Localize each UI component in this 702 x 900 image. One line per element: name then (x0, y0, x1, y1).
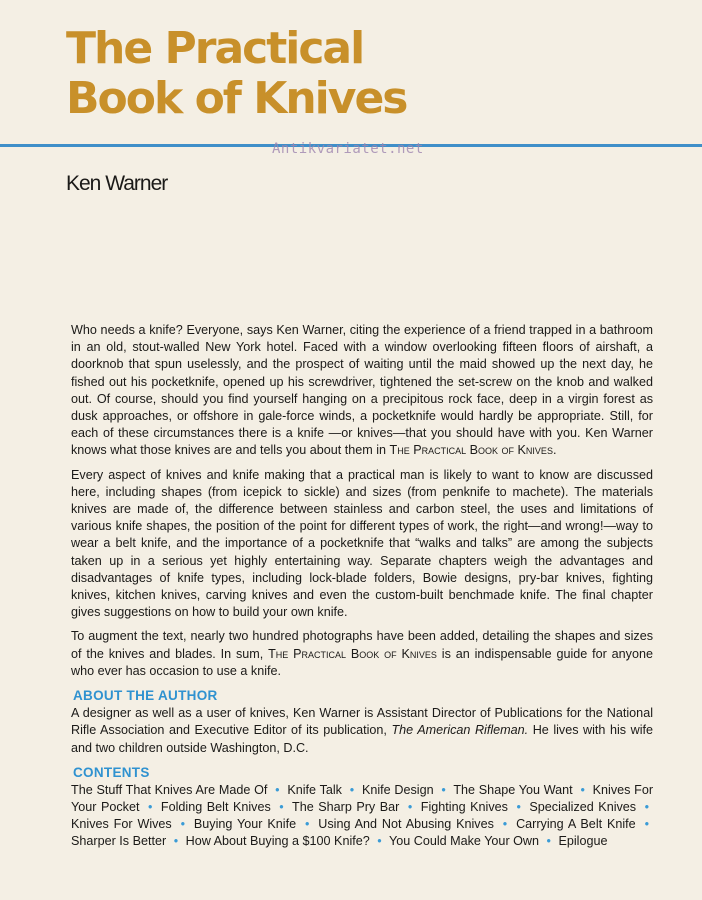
contents-chapter: Folding Belt Knives (160, 800, 271, 815)
contents-chapter: Knife Design (361, 783, 434, 798)
publication-name: The American Rifleman. (391, 723, 529, 738)
bullet-separator: • (304, 817, 310, 832)
watermark-text: Antikvariatet.net (272, 141, 424, 157)
title-line-2: Book of Knives (66, 73, 407, 124)
contents-chapter: Knives For Wives (71, 817, 172, 832)
contents-chapter: The Shape You Want (453, 783, 573, 798)
bullet-separator: • (516, 800, 521, 815)
book-title (66, 24, 406, 124)
bullet-separator: • (275, 783, 280, 798)
bullet-separator: • (441, 783, 446, 798)
author-name: Ken Warner (66, 172, 168, 195)
blurb-paragraph-1-text: Who needs a knife? Everyone, says Ken Warner, citing the experience of a friend trapped in a bathroom in an old, stout-walled New York hotel. Faced with a window overlooking fifteen floors of airshaft, a doorknob that spun uselessly, and the prospect of waiting until the maid showed up the next day, he fished out his pocketknife, opened up his screwdriver, tightened the set-screw on the knob and walked out. Of course, should you find yourself hanging on a precipitous rock face, deep in a virgin forest as dusk approaches, or offshore in gale-force winds, a pocketknife would hardly be appropriate. Still, for each of these circumstances there is a knife —or knives—that you should have with you. Ken Warner knows what those knives are and tells you about them in (71, 323, 653, 458)
contents-heading: CONTENTS (73, 764, 150, 780)
contents-chapter: Sharper Is Better (71, 834, 167, 849)
bullet-separator: • (147, 800, 153, 815)
contents-list (71, 782, 653, 850)
blurb-paragraph-3 (71, 628, 653, 680)
about-author-text (71, 705, 653, 757)
contents-chapter: The Stuff That Knives Are Made Of (71, 783, 268, 798)
bullet-separator: • (580, 783, 585, 798)
bullet-separator: • (279, 800, 284, 815)
contents-chapter: Fighting Knives (420, 800, 508, 815)
contents-chapter: Epilogue (558, 834, 608, 849)
title-line-1: The Practical (66, 23, 364, 74)
bullet-separator: • (377, 834, 382, 849)
contents-chapter: How About Buying a $100 Knife? (185, 834, 370, 849)
bullet-separator: • (180, 817, 186, 832)
bullet-separator: • (644, 800, 650, 815)
bullet-separator: • (502, 817, 508, 832)
contents-chapter: Knives For Your Pocket (71, 783, 654, 815)
contents-chapter: The Sharp Pry Bar (292, 800, 400, 815)
bullet-separator: • (349, 783, 355, 798)
contents-chapter: Specialized Knives (529, 800, 637, 815)
bullet-separator: • (407, 800, 413, 815)
bullet-separator: • (644, 817, 649, 832)
blurb-paragraph-1 (71, 322, 653, 460)
contents-chapter: You Could Make Your Own (388, 834, 540, 849)
blurb-paragraph-2: Every aspect of knives and knife making that a practical man is likely to want to know are discussed here, including shapes (from icepick to sickle) and sizes (from penknife to machete). The materials knives are made of, the difference between stainless and carbon steel, the uses and limitations of various knife shapes, the position of the point for different types of work, the right—and wrong!—way to wear a belt knife, and the importance of a pocketknife that “walks and talks” are among the subjects taken up in a serious yet highly entertaining way. Separate chapters weigh the advantages and disadvantages of knife types, including lock-blade folders, Bowie designs, pry-bar knives, fighting knives, kitchen knives, carving knives and even the custom-built benchmade knife. The final chapter gives suggestions on how to build your own knife. (71, 467, 653, 620)
bullet-separator: • (173, 834, 179, 849)
blurb-paragraph-3-end: is an indispensable guide for anyone who ever has occasion to use a knife. (71, 646, 653, 678)
contents-chapter: Buying Your Knife (193, 817, 297, 832)
book-title-inline: The Practical Book of Knives (389, 443, 553, 458)
blurb-paragraph-3-start: To augment the text, nearly two hundred photographs have been added, detailing the shapes and sizes of the knives and blades. In sum, (71, 629, 653, 661)
blurb-section (71, 322, 653, 857)
contents-chapter: Knife Talk (287, 783, 342, 798)
book-title-inline: The Practical Book of Knives (268, 646, 437, 661)
contents-chapter: Using And Not Abusing Knives (318, 817, 494, 832)
bullet-separator: • (546, 834, 551, 849)
about-author-text-end: He lives with his wife and two children outside Washington, D.C. (71, 723, 653, 755)
blurb-paragraph-1-end: . (552, 443, 557, 458)
about-author-text-start: A designer as well as a user of knives, Ken Warner is Assistant Director of Publications for the National Rifle Association and Executive Editor of its publication, (71, 706, 653, 738)
about-author-heading: ABOUT THE AUTHOR (73, 688, 218, 704)
contents-chapter: Carrying A Belt Knife (516, 817, 636, 832)
